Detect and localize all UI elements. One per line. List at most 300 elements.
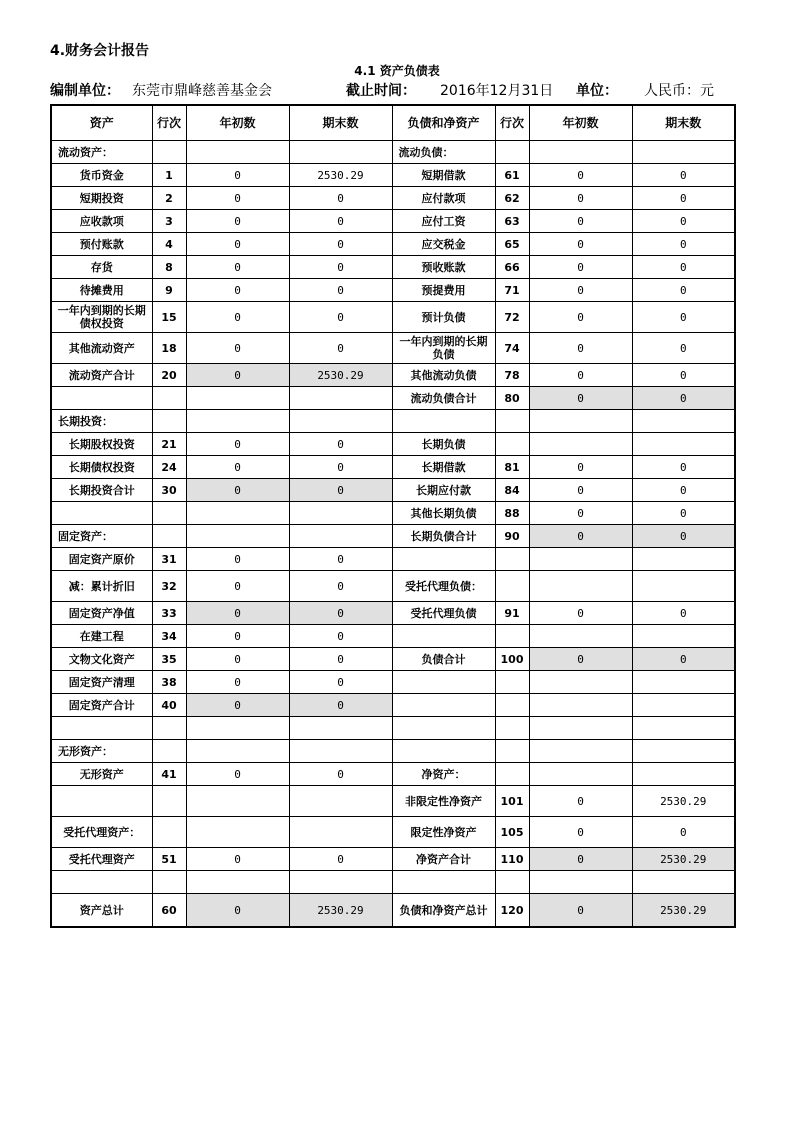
table-cell — [495, 717, 529, 740]
table-cell: 0 — [529, 256, 632, 279]
table-cell — [632, 141, 735, 164]
table-cell — [392, 717, 495, 740]
table-cell: 应付款项 — [392, 187, 495, 210]
table-cell — [392, 740, 495, 763]
table-cell: 0 — [632, 525, 735, 548]
table-cell — [289, 871, 392, 894]
table-row — [51, 671, 735, 694]
table-cell: 固定资产清理 — [51, 671, 152, 694]
table-cell: 0 — [289, 694, 392, 717]
table-cell — [152, 141, 186, 164]
table-cell — [529, 141, 632, 164]
table-cell: 0 — [632, 279, 735, 302]
table-cell — [152, 786, 186, 817]
table-cell: 0 — [632, 479, 735, 502]
table-cell: 0 — [529, 602, 632, 625]
table-cell: 预计负债 — [392, 302, 495, 333]
table-cell: 0 — [289, 433, 392, 456]
table-cell — [529, 871, 632, 894]
table-cell: 0 — [186, 479, 289, 502]
table-cell: 长期负债合计 — [392, 525, 495, 548]
table-cell: 40 — [152, 694, 186, 717]
table-cell: 38 — [152, 671, 186, 694]
table-cell: 110 — [495, 848, 529, 871]
table-cell — [495, 694, 529, 717]
table-cell: 0 — [632, 502, 735, 525]
table-cell: 34 — [152, 625, 186, 648]
table-cell: 流动资产： — [51, 141, 152, 164]
table-cell — [289, 525, 392, 548]
table-cell — [632, 694, 735, 717]
table-cell: 0 — [632, 364, 735, 387]
table-cell — [632, 671, 735, 694]
unit-label: 编制单位： — [50, 83, 120, 99]
table-cell — [632, 740, 735, 763]
column-header: 年初数 — [529, 105, 632, 141]
table-cell: 其他流动负债 — [392, 364, 495, 387]
table-row — [51, 387, 735, 410]
table-cell — [186, 502, 289, 525]
table-cell: 0 — [529, 502, 632, 525]
table-cell: 预收账款 — [392, 256, 495, 279]
table-cell — [529, 763, 632, 786]
table-cell — [529, 671, 632, 694]
table-cell: 18 — [152, 333, 186, 364]
table-cell — [186, 387, 289, 410]
table-cell: 3 — [152, 210, 186, 233]
table-cell: 待摊费用 — [51, 279, 152, 302]
table-cell: 0 — [632, 602, 735, 625]
table-cell: 0 — [289, 548, 392, 571]
table-header-row — [51, 105, 735, 141]
table-cell: 0 — [289, 602, 392, 625]
table-cell: 0 — [632, 648, 735, 671]
table-cell — [495, 763, 529, 786]
table-cell: 流动负债合计 — [392, 387, 495, 410]
table-cell: 0 — [186, 210, 289, 233]
table-cell: 0 — [289, 571, 392, 602]
table-cell: 61 — [495, 164, 529, 187]
table-row — [51, 141, 735, 164]
report-header — [50, 80, 734, 100]
table-cell: 0 — [186, 694, 289, 717]
table-cell: 0 — [632, 233, 735, 256]
table-cell: 0 — [632, 302, 735, 333]
table-cell — [152, 502, 186, 525]
table-cell: 0 — [289, 671, 392, 694]
table-cell: 2 — [152, 187, 186, 210]
table-row — [51, 848, 735, 871]
table-cell: 1 — [152, 164, 186, 187]
table-cell — [392, 871, 495, 894]
table-cell: 一年内到期的长期负债 — [392, 333, 495, 364]
table-cell: 受托代理资产 — [51, 848, 152, 871]
table-cell — [495, 871, 529, 894]
table-cell: 0 — [529, 279, 632, 302]
table-cell: 负债和净资产总计 — [392, 894, 495, 928]
table-cell — [51, 786, 152, 817]
table-row — [51, 187, 735, 210]
table-cell: 2530.29 — [632, 848, 735, 871]
table-cell: 0 — [289, 279, 392, 302]
table-cell — [152, 817, 186, 848]
table-cell: 其他流动资产 — [51, 333, 152, 364]
table-cell — [632, 410, 735, 433]
table-cell: 预付账款 — [51, 233, 152, 256]
table-cell: 51 — [152, 848, 186, 871]
table-row — [51, 871, 735, 894]
table-row — [51, 164, 735, 187]
table-cell: 31 — [152, 548, 186, 571]
table-cell: 2530.29 — [632, 894, 735, 928]
table-cell: 0 — [632, 164, 735, 187]
table-row — [51, 648, 735, 671]
table-cell: 0 — [632, 187, 735, 210]
table-cell — [186, 817, 289, 848]
table-cell: 0 — [529, 479, 632, 502]
table-cell — [152, 410, 186, 433]
table-cell — [289, 502, 392, 525]
table-cell: 长期股权投资 — [51, 433, 152, 456]
table-cell: 流动资产合计 — [51, 364, 152, 387]
table-cell — [289, 410, 392, 433]
table-cell — [632, 717, 735, 740]
table-cell: 35 — [152, 648, 186, 671]
table-cell: 0 — [289, 333, 392, 364]
table-cell — [51, 871, 152, 894]
table-cell: 其他长期负债 — [392, 502, 495, 525]
table-row — [51, 410, 735, 433]
table-cell — [186, 717, 289, 740]
table-cell: 2530.29 — [289, 894, 392, 928]
table-cell — [495, 671, 529, 694]
table-row — [51, 525, 735, 548]
table-cell — [289, 817, 392, 848]
table-cell: 0 — [186, 625, 289, 648]
table-cell: 90 — [495, 525, 529, 548]
table-cell: 91 — [495, 602, 529, 625]
table-cell: 0 — [289, 302, 392, 333]
table-cell: 0 — [186, 433, 289, 456]
table-cell: 0 — [186, 848, 289, 871]
table-cell — [152, 740, 186, 763]
table-cell: 0 — [186, 279, 289, 302]
table-cell: 33 — [152, 602, 186, 625]
table-cell: 101 — [495, 786, 529, 817]
table-cell — [529, 548, 632, 571]
table-cell: 41 — [152, 763, 186, 786]
column-header: 期末数 — [632, 105, 735, 141]
table-cell: 0 — [529, 525, 632, 548]
table-cell — [186, 871, 289, 894]
table-cell: 105 — [495, 817, 529, 848]
table-cell: 30 — [152, 479, 186, 502]
table-cell — [392, 410, 495, 433]
table-cell — [51, 387, 152, 410]
table-cell — [152, 387, 186, 410]
table-cell: 100 — [495, 648, 529, 671]
table-cell — [186, 141, 289, 164]
column-header: 期末数 — [289, 105, 392, 141]
table-cell: 0 — [632, 210, 735, 233]
table-cell: 净资产： — [392, 763, 495, 786]
table-cell — [632, 871, 735, 894]
table-cell: 0 — [186, 671, 289, 694]
table-cell: 120 — [495, 894, 529, 928]
table-cell — [529, 694, 632, 717]
table-cell: 0 — [186, 233, 289, 256]
table-cell: 0 — [186, 256, 289, 279]
table-cell — [632, 625, 735, 648]
table-cell — [186, 786, 289, 817]
table-cell — [289, 717, 392, 740]
table-cell: 2530.29 — [289, 364, 392, 387]
table-cell: 货币资金 — [51, 164, 152, 187]
table-row — [51, 256, 735, 279]
column-header: 行次 — [152, 105, 186, 141]
table-cell: 非限定性净资产 — [392, 786, 495, 817]
currency-value: 人民币：元 — [644, 83, 714, 99]
table-row — [51, 279, 735, 302]
table-cell: 固定资产合计 — [51, 694, 152, 717]
table-cell: 应收款项 — [51, 210, 152, 233]
table-cell: 0 — [186, 456, 289, 479]
table-cell: 0 — [186, 364, 289, 387]
table-cell: 81 — [495, 456, 529, 479]
table-cell: 长期借款 — [392, 456, 495, 479]
table-cell: 受托代理负债 — [392, 602, 495, 625]
table-cell: 60 — [152, 894, 186, 928]
table-cell: 84 — [495, 479, 529, 502]
column-header: 负债和净资产 — [392, 105, 495, 141]
table-cell: 0 — [186, 164, 289, 187]
table-cell: 0 — [186, 763, 289, 786]
table-cell: 无形资产 — [51, 763, 152, 786]
table-cell: 0 — [289, 456, 392, 479]
table-cell: 0 — [529, 387, 632, 410]
table-cell — [392, 671, 495, 694]
table-cell: 0 — [186, 333, 289, 364]
table-cell: 0 — [186, 187, 289, 210]
table-cell: 66 — [495, 256, 529, 279]
table-cell: 固定资产净值 — [51, 602, 152, 625]
table-cell — [529, 717, 632, 740]
table-row — [51, 694, 735, 717]
table-cell: 固定资产： — [51, 525, 152, 548]
column-header: 资产 — [51, 105, 152, 141]
table-cell: 24 — [152, 456, 186, 479]
table-cell: 0 — [529, 187, 632, 210]
table-cell — [495, 141, 529, 164]
table-row — [51, 571, 735, 602]
table-row — [51, 502, 735, 525]
table-cell: 0 — [529, 364, 632, 387]
table-cell: 0 — [529, 456, 632, 479]
table-row — [51, 479, 735, 502]
table-cell: 限定性净资产 — [392, 817, 495, 848]
table-cell — [495, 433, 529, 456]
table-cell — [289, 740, 392, 763]
table-cell: 长期应付款 — [392, 479, 495, 502]
table-cell: 负债合计 — [392, 648, 495, 671]
column-header: 行次 — [495, 105, 529, 141]
table-row — [51, 333, 735, 364]
table-cell: 62 — [495, 187, 529, 210]
table-cell: 0 — [289, 233, 392, 256]
table-cell: 0 — [186, 302, 289, 333]
table-cell: 2530.29 — [632, 786, 735, 817]
table-cell: 0 — [186, 548, 289, 571]
table-cell: 0 — [529, 210, 632, 233]
table-cell: 受托代理负债： — [392, 571, 495, 602]
table-cell: 15 — [152, 302, 186, 333]
table-cell: 80 — [495, 387, 529, 410]
table-cell: 0 — [529, 164, 632, 187]
table-cell: 预提费用 — [392, 279, 495, 302]
table-cell: 应交税金 — [392, 233, 495, 256]
table-cell: 0 — [529, 302, 632, 333]
table-cell: 0 — [289, 848, 392, 871]
table-row — [51, 894, 735, 928]
table-row — [51, 302, 735, 333]
table-cell: 78 — [495, 364, 529, 387]
table-cell — [152, 717, 186, 740]
table-cell — [632, 763, 735, 786]
table-cell — [289, 141, 392, 164]
table-cell — [529, 433, 632, 456]
table-cell: 存货 — [51, 256, 152, 279]
section-title: 4.财务会计报告 — [50, 43, 150, 59]
table-cell: 0 — [632, 256, 735, 279]
table-cell: 32 — [152, 571, 186, 602]
table-cell: 0 — [529, 848, 632, 871]
table-cell — [495, 625, 529, 648]
table-row — [51, 433, 735, 456]
table-cell: 0 — [186, 648, 289, 671]
table-cell: 在建工程 — [51, 625, 152, 648]
table-cell: 0 — [529, 817, 632, 848]
unit-value: 东莞市鼎峰慈善基金会 — [132, 83, 272, 99]
table-cell: 固定资产原价 — [51, 548, 152, 571]
table-row — [51, 817, 735, 848]
table-cell — [51, 717, 152, 740]
table-cell — [392, 694, 495, 717]
table-cell: 长期投资： — [51, 410, 152, 433]
table-cell: 净资产合计 — [392, 848, 495, 871]
table-cell: 21 — [152, 433, 186, 456]
currency-label: 单位： — [576, 83, 618, 99]
table-cell: 0 — [289, 210, 392, 233]
date-label: 截止时间： — [346, 83, 416, 99]
table-cell: 长期债权投资 — [51, 456, 152, 479]
table-cell: 0 — [289, 479, 392, 502]
table-cell — [51, 502, 152, 525]
table-cell — [529, 740, 632, 763]
table-cell — [632, 433, 735, 456]
table-cell — [529, 571, 632, 602]
table-cell — [632, 548, 735, 571]
table-cell — [495, 548, 529, 571]
table-row — [51, 763, 735, 786]
table-cell — [152, 525, 186, 548]
table-cell: 受托代理资产： — [51, 817, 152, 848]
date-value: 2016年12月31日 — [440, 83, 554, 99]
table-cell: 0 — [186, 894, 289, 928]
table-cell: 88 — [495, 502, 529, 525]
table-cell: 0 — [632, 333, 735, 364]
table-cell — [529, 625, 632, 648]
table-cell: 4 — [152, 233, 186, 256]
table-cell: 长期投资合计 — [51, 479, 152, 502]
table-cell: 0 — [529, 648, 632, 671]
table-cell — [186, 410, 289, 433]
table-cell — [632, 571, 735, 602]
table-cell: 0 — [632, 456, 735, 479]
table-cell: 0 — [289, 625, 392, 648]
table-cell — [529, 410, 632, 433]
table-cell: 0 — [186, 602, 289, 625]
table-row — [51, 364, 735, 387]
table-cell: 流动负债： — [392, 141, 495, 164]
table-cell: 应付工资 — [392, 210, 495, 233]
table-cell: 9 — [152, 279, 186, 302]
table-cell: 71 — [495, 279, 529, 302]
table-cell — [495, 571, 529, 602]
balance-sheet-table — [50, 104, 736, 928]
table-row — [51, 602, 735, 625]
table-cell: 8 — [152, 256, 186, 279]
table-row — [51, 210, 735, 233]
table-cell: 0 — [289, 763, 392, 786]
report-title: 4.1 资产负债表 — [354, 64, 440, 78]
table-cell: 0 — [529, 786, 632, 817]
table-cell: 短期借款 — [392, 164, 495, 187]
table-cell — [186, 740, 289, 763]
table-cell — [392, 625, 495, 648]
table-cell: 63 — [495, 210, 529, 233]
table-cell — [495, 740, 529, 763]
table-cell — [289, 786, 392, 817]
table-row — [51, 233, 735, 256]
table-cell: 65 — [495, 233, 529, 256]
column-header: 年初数 — [186, 105, 289, 141]
table-cell — [186, 525, 289, 548]
table-cell: 0 — [289, 256, 392, 279]
table-row — [51, 786, 735, 817]
table-cell: 0 — [529, 894, 632, 928]
table-cell: 一年内到期的长期债权投资 — [51, 302, 152, 333]
table-cell: 0 — [529, 233, 632, 256]
table-cell: 20 — [152, 364, 186, 387]
table-row — [51, 625, 735, 648]
table-cell: 长期负债 — [392, 433, 495, 456]
table-row — [51, 717, 735, 740]
table-cell: 0 — [289, 187, 392, 210]
table-cell — [152, 871, 186, 894]
table-cell: 减：累计折旧 — [51, 571, 152, 602]
table-row — [51, 740, 735, 763]
table-row — [51, 548, 735, 571]
table-cell — [495, 410, 529, 433]
table-cell: 0 — [186, 571, 289, 602]
table-row — [51, 456, 735, 479]
table-cell: 0 — [632, 817, 735, 848]
table-cell: 资产总计 — [51, 894, 152, 928]
table-cell: 文物文化资产 — [51, 648, 152, 671]
table-cell: 无形资产： — [51, 740, 152, 763]
table-cell: 0 — [632, 387, 735, 410]
table-cell: 72 — [495, 302, 529, 333]
